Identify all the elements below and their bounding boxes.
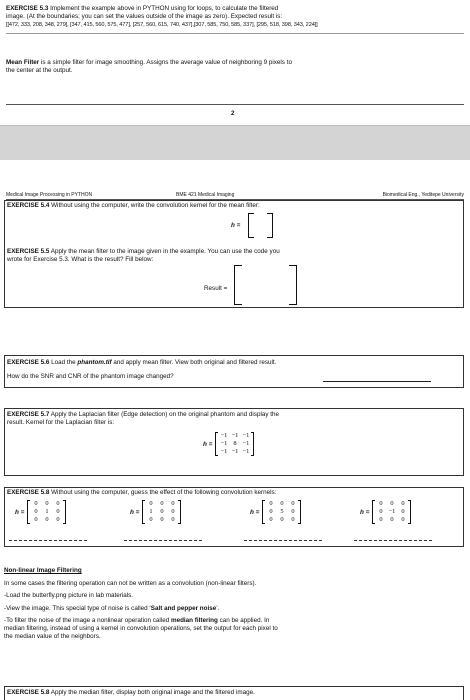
convolution-kernel xyxy=(360,500,411,524)
mean-filter-description: Mean Filter is a simple filter for image smoothing. Assigns the average value of neighboring 9 pixels to the center at the output. xyxy=(6,59,292,75)
nonlinear-p4: -To filter the noise of the image a nonlinear operation called median filtering can be applied. In median filtering, instead of using a kernel in convolution operations, set the output for each pixel to the median value of the neighbors. xyxy=(4,616,278,641)
laplacian-kernel-cell: −1 xyxy=(242,432,250,439)
header-right: Biomedical Eng., Yeditepe University xyxy=(382,192,464,198)
exercise-5-8-label: EXERCISE 5.8 xyxy=(7,489,50,496)
laplacian-kernel-cell: −1 xyxy=(231,448,239,455)
kernel-cell: 0 xyxy=(291,516,295,523)
nonlinear-p2: -Load the butterfly.png picture in lab materials. xyxy=(4,592,134,600)
exercise-5-8-median-label: EXERCISE 5.8 xyxy=(7,689,50,696)
kernel-cell: 0 xyxy=(171,508,175,515)
kernel-h-label: h = xyxy=(15,508,25,516)
kernel-cell: 0 xyxy=(379,508,383,515)
answer-line xyxy=(9,540,87,541)
kernel-grid xyxy=(30,500,63,524)
kernel-h-label: h = xyxy=(360,508,370,516)
kernel-cell: 0 xyxy=(56,516,60,523)
header-center: BME 421 Medical Imaging xyxy=(176,192,235,198)
exercise-5-4-label: EXERCISE 5.4 xyxy=(7,202,50,209)
kernel-cell: 0 xyxy=(171,500,175,507)
answer-line xyxy=(323,381,431,382)
nonlinear-p3: -View the image. This special type of noise is called ‘Salt and pepper noise’. xyxy=(4,604,220,612)
exercise-5-3-label: EXERCISE 5.3 xyxy=(6,5,49,12)
kernel-cell: 0 xyxy=(269,516,273,523)
exercise-5-6-question: How do the SNR and CNR of the phantom image changed? xyxy=(7,373,174,380)
kernel-cell: 0 xyxy=(280,516,284,523)
kernel-cell: 0 xyxy=(171,516,175,523)
exercise-5-3-expected: [[472, 333, 208, 348, 279], [347, 415, 560, 575, 477], [257, 560, 615, 740, 437],[307, 585, 750, 585, 337], [295, 518, 398, 343, 224]] xyxy=(6,22,318,29)
nonlinear-title: Non-linear Image Filtering xyxy=(4,567,82,574)
laplacian-kernel-cell: −1 xyxy=(220,440,228,447)
kernel-cell: 0 xyxy=(269,508,273,515)
kernel-cell: 0 xyxy=(269,500,273,507)
header-left: Medical Image Processing in PYTHON xyxy=(6,192,93,198)
laplacian-kernel-cell: −1 xyxy=(220,432,228,439)
kernel-cell: 0 xyxy=(379,500,383,507)
laplacian-kernel-cell: −1 xyxy=(231,432,239,439)
laplacian-kernel: h = −1 −1 −1 −1 8 −1 −1 −1 −1 xyxy=(203,432,254,456)
kernel-grid xyxy=(145,500,178,524)
kernel-h-label: h = xyxy=(250,508,260,516)
kernel-cell: 0 xyxy=(379,516,383,523)
kernel-cell: 0 xyxy=(390,500,394,507)
exercise-5-5: EXERCISE 5.5 Apply the mean filter to the image given in the example. You can use the code you wrote for Exercise 5.3. What is the result? Fill below: xyxy=(7,248,280,264)
mean-kernel-h-label: h = xyxy=(231,222,241,229)
nonlinear-p1: In some cases the filtering operation can not be written as a convolution (non-linear filters). xyxy=(4,580,257,588)
mean-filter-term: Mean Filter xyxy=(6,59,40,66)
nonlinear-section xyxy=(4,567,464,641)
kernel-cell: 0 xyxy=(149,516,153,523)
answer-line xyxy=(354,540,432,541)
document-page-2 xyxy=(0,160,470,700)
mean-kernel-right-bracket xyxy=(267,213,273,238)
exercise-5-3-text-a: Implement the example above in PYTHON using for loops, to calculate the filtered xyxy=(48,5,279,12)
divider xyxy=(6,33,464,34)
exercise-5-4: EXERCISE 5.4 Without using the computer, write the convolution kernel for the mean filter: xyxy=(7,202,260,209)
exercise-5-6: EXERCISE 5.6 Load the phantom.tif and apply mean filter. View both original and filtered result. xyxy=(7,359,277,366)
exercise-5-7: EXERCISE 5.7 Apply the Laplacian filter (Edge detection) on the original phantom and display the result. Kernel for the Laplacian filter is: xyxy=(7,411,279,427)
exercise-5-8-kernels-box xyxy=(4,487,464,547)
kernel-cell: 5 xyxy=(280,508,284,515)
result-right-bracket xyxy=(289,265,297,305)
salt-and-pepper-term: Salt and pepper noise xyxy=(150,604,217,612)
laplacian-kernel-grid xyxy=(218,432,251,456)
kernel-cell: 0 xyxy=(390,516,394,523)
convolution-kernel xyxy=(250,500,301,524)
exercise-5-6-label: EXERCISE 5.6 xyxy=(7,359,50,366)
exercise-5-6-box xyxy=(4,355,464,388)
exercise-5-4-5-5-box xyxy=(4,200,464,308)
kernel-cell: 0 xyxy=(291,500,295,507)
kernel-grid xyxy=(265,500,298,524)
convolution-kernel xyxy=(130,500,181,524)
kernel-cell: 0 xyxy=(291,508,295,515)
kernel-cell: −1 xyxy=(388,508,396,515)
exercise-5-8-median-box xyxy=(4,686,464,700)
page-number: 2 xyxy=(231,110,235,117)
laplacian-kernel-cell: −1 xyxy=(242,440,250,447)
convolution-kernel xyxy=(15,500,66,524)
median-filtering-term: median filtering xyxy=(170,616,218,624)
kernel-cell: 0 xyxy=(45,516,49,523)
exercise-5-3 xyxy=(6,5,466,30)
answer-line xyxy=(244,540,322,541)
exercise-5-7-label: EXERCISE 5.7 xyxy=(7,411,50,418)
exercise-5-7-box xyxy=(4,408,464,476)
kernel-cell: 0 xyxy=(401,500,405,507)
kernel-cell: 0 xyxy=(160,500,164,507)
answer-line xyxy=(124,540,202,541)
kernel-cell: 0 xyxy=(401,508,405,515)
kernel-grid xyxy=(375,500,408,524)
kernel-cell: 0 xyxy=(160,516,164,523)
document-page-1 xyxy=(0,0,470,126)
kernel-cell: 0 xyxy=(280,500,284,507)
kernel-cell: 0 xyxy=(34,508,38,515)
kernel-cell: 0 xyxy=(56,500,60,507)
exercise-5-5-label: EXERCISE 5.5 xyxy=(7,248,50,255)
divider xyxy=(6,104,464,105)
laplacian-kernel-cell: −1 xyxy=(242,448,250,455)
phantom-filename: phantom.tif xyxy=(77,359,112,366)
exercise-5-3-text-b: image. (At the boundaries; you can set the values outside of the image as zero). Expected result is: xyxy=(6,13,283,21)
kernel-cell: 0 xyxy=(149,500,153,507)
result-label: Result = xyxy=(204,285,228,292)
kernel-cell: 0 xyxy=(401,516,405,523)
result-left-bracket xyxy=(234,265,242,305)
kernel-cell: 1 xyxy=(149,508,153,515)
exercise-5-8-guess: EXERCISE 5.8 Without using the computer, guess the effect of the following convolution kernels: xyxy=(7,489,277,496)
kernel-h-label: h = xyxy=(130,508,140,516)
kernel-cell: 0 xyxy=(56,508,60,515)
mean-kernel-left-bracket xyxy=(248,213,254,238)
kernel-cell: 1 xyxy=(45,508,49,515)
laplacian-kernel-cell: 8 xyxy=(233,440,237,447)
kernel-cell: 0 xyxy=(34,500,38,507)
kernel-cell: 0 xyxy=(34,516,38,523)
exercise-5-8-median: EXERCISE 5.8 Apply the median filter, display both original image and the filtered image. xyxy=(7,689,255,696)
laplacian-kernel-cell: −1 xyxy=(220,448,228,455)
kernel-cell: 0 xyxy=(45,500,49,507)
kernel-cell: 0 xyxy=(160,508,164,515)
